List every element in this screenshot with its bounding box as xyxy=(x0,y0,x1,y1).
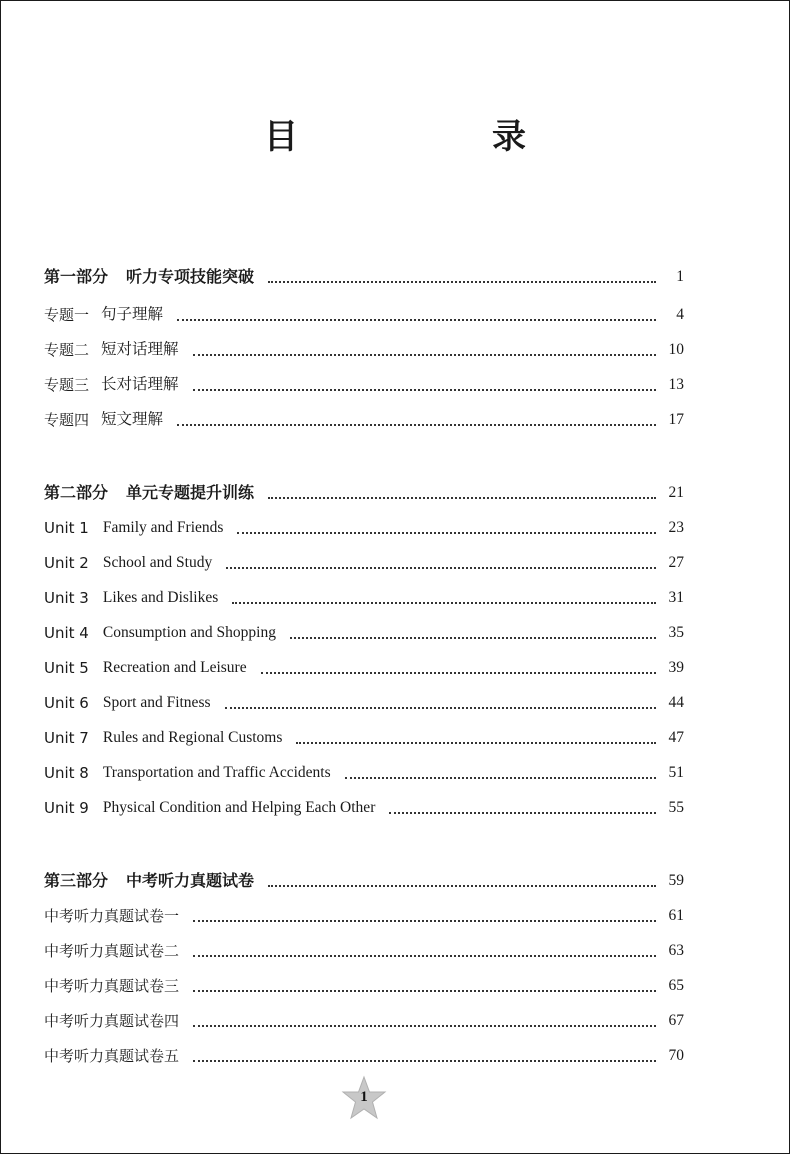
toc-entry-unit[interactable] xyxy=(44,689,684,713)
entry-page: 65 xyxy=(668,977,684,994)
entry-label: 第三部分 xyxy=(44,871,109,890)
dot-leader xyxy=(193,920,656,922)
dot-leader xyxy=(193,1025,656,1027)
entry-label: Unit 8 xyxy=(44,764,89,782)
toc-entry-unit[interactable] xyxy=(44,794,684,818)
entry-page: 10 xyxy=(668,341,684,358)
entry-page: 55 xyxy=(668,799,684,816)
entry-label: Unit 3 xyxy=(44,589,89,607)
entry-label: 中考听力真题试卷三 xyxy=(44,977,180,995)
dot-leader xyxy=(268,497,656,499)
entry-title: Transportation and Traffic Accidents xyxy=(102,764,331,781)
entry-page: 47 xyxy=(668,729,684,746)
toc-entry[interactable] xyxy=(44,1042,684,1066)
entry-label: Unit 1 xyxy=(44,519,89,537)
dot-leader xyxy=(193,1060,656,1062)
entry-label: 专题二 xyxy=(44,341,90,359)
dot-leader xyxy=(345,777,656,779)
entry-label: 第二部分 xyxy=(44,483,109,502)
entry-page: 31 xyxy=(668,589,684,606)
toc-title: 目 录 xyxy=(264,117,606,157)
dot-leader xyxy=(290,637,656,639)
toc-entry-unit[interactable] xyxy=(44,584,684,608)
toc-entry-part-1[interactable] xyxy=(44,263,684,287)
entry-title: Family and Friends xyxy=(102,519,224,536)
entry-label: Unit 4 xyxy=(44,624,89,642)
entry-page: 51 xyxy=(668,764,684,781)
entry-page: 67 xyxy=(668,1012,684,1029)
toc-entry[interactable] xyxy=(44,301,684,325)
dot-leader xyxy=(261,672,656,674)
entry-page: 44 xyxy=(668,694,684,711)
entry-title: 中考听力真题试卷 xyxy=(126,871,255,890)
entry-title: Consumption and Shopping xyxy=(102,624,276,641)
dot-leader xyxy=(232,602,656,604)
toc-entry[interactable] xyxy=(44,336,684,360)
toc-entry-unit[interactable] xyxy=(44,514,684,538)
entry-page: 4 xyxy=(676,306,684,323)
dot-leader xyxy=(193,955,656,957)
entry-label: 中考听力真题试卷五 xyxy=(44,1047,180,1065)
toc-entry-unit[interactable] xyxy=(44,724,684,748)
entry-title: 短文理解 xyxy=(101,411,164,428)
entry-page: 35 xyxy=(668,624,684,641)
dot-leader xyxy=(177,424,656,426)
entry-label: 中考听力真题试卷二 xyxy=(44,942,180,960)
entry-title: Recreation and Leisure xyxy=(102,659,247,676)
entry-title: 短对话理解 xyxy=(101,341,179,358)
entry-page: 63 xyxy=(668,942,684,959)
entry-label: Unit 5 xyxy=(44,659,89,677)
entry-title: 单元专题提升训练 xyxy=(126,483,255,502)
dot-leader xyxy=(237,532,656,534)
entry-label: 第一部分 xyxy=(44,267,109,286)
entry-page: 17 xyxy=(668,411,684,428)
entry-title: Likes and Dislikes xyxy=(102,589,219,606)
entry-label: 中考听力真题试卷一 xyxy=(44,907,180,925)
dot-leader xyxy=(268,281,656,283)
toc-entry-unit[interactable] xyxy=(44,654,684,678)
entry-label: 中考听力真题试卷四 xyxy=(44,1012,180,1030)
entry-title: 句子理解 xyxy=(101,306,164,323)
entry-page: 1 xyxy=(676,268,684,285)
entry-label: Unit 2 xyxy=(44,554,89,572)
toc-entry-unit[interactable] xyxy=(44,549,684,573)
toc-entry[interactable] xyxy=(44,371,684,395)
entry-page: 59 xyxy=(668,872,684,889)
entry-title: 听力专项技能突破 xyxy=(126,267,255,286)
dot-leader xyxy=(193,354,656,356)
dot-leader xyxy=(226,567,656,569)
dot-leader xyxy=(268,885,656,887)
entry-label: 专题一 xyxy=(44,306,90,324)
entry-page: 39 xyxy=(668,659,684,676)
dot-leader xyxy=(296,742,656,744)
entry-page: 70 xyxy=(668,1047,684,1064)
dot-leader xyxy=(193,389,656,391)
entry-title: 长对话理解 xyxy=(101,376,179,393)
toc-entry[interactable] xyxy=(44,1007,684,1031)
toc-entry-unit[interactable] xyxy=(44,759,684,783)
entry-page: 13 xyxy=(668,376,684,393)
toc-entry[interactable] xyxy=(44,902,684,926)
entry-title: School and Study xyxy=(102,554,213,571)
entry-label: Unit 6 xyxy=(44,694,89,712)
entry-label: 专题三 xyxy=(44,376,90,394)
entry-page: 23 xyxy=(668,519,684,536)
dot-leader xyxy=(389,812,656,814)
toc-entry[interactable] xyxy=(44,972,684,996)
dot-leader xyxy=(193,990,656,992)
toc-entry[interactable] xyxy=(44,406,684,430)
entry-page: 21 xyxy=(668,484,684,501)
toc-entry-unit[interactable] xyxy=(44,619,684,643)
page-number: 1 xyxy=(360,1089,368,1105)
dot-leader xyxy=(177,319,656,321)
entry-title: Physical Condition and Helping Each Other xyxy=(102,799,376,816)
entry-label: Unit 9 xyxy=(44,799,89,817)
entry-title: Rules and Regional Customs xyxy=(102,729,283,746)
toc-entry[interactable] xyxy=(44,937,684,961)
entry-label: Unit 7 xyxy=(44,729,89,747)
toc-entry-part-3[interactable] xyxy=(44,867,684,891)
toc-entry-part-2[interactable] xyxy=(44,479,684,503)
entry-label: 专题四 xyxy=(44,411,90,429)
entry-page: 61 xyxy=(668,907,684,924)
entry-page: 27 xyxy=(668,554,684,571)
dot-leader xyxy=(225,707,656,709)
entry-title: Sport and Fitness xyxy=(102,694,211,711)
